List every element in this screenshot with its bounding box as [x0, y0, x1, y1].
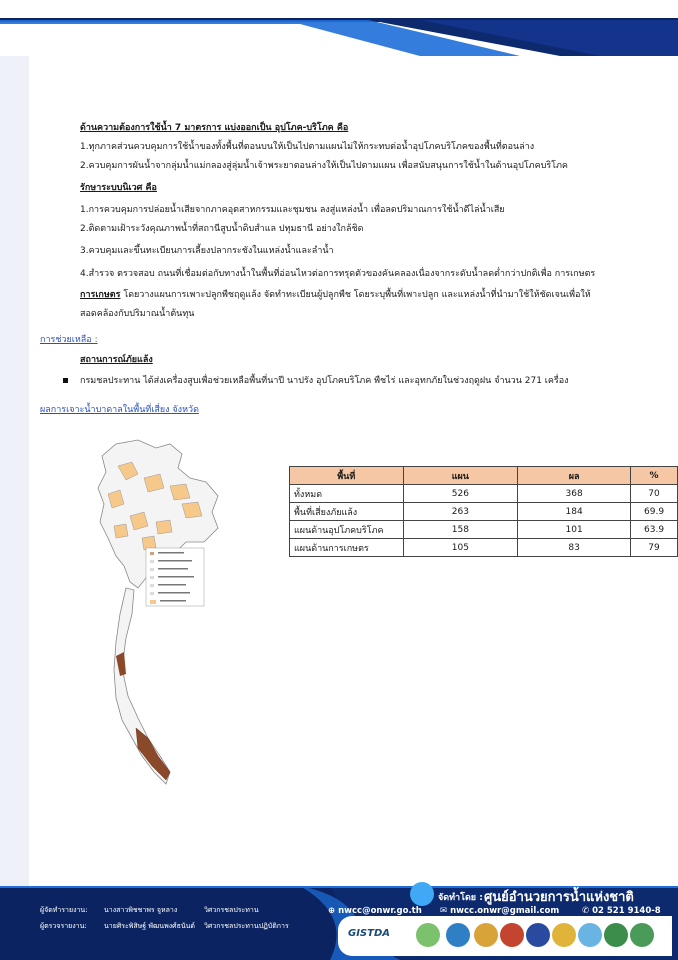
- footer-title-preparer: วิศวกรชลประทาน: [204, 906, 259, 914]
- email-contact-secondary: [440, 906, 559, 916]
- agri-paragraph: [80, 289, 591, 301]
- table-header-row: [290, 467, 678, 485]
- cell-area: พื้นที่เสี่ยงภัยแล้ง: [290, 503, 404, 521]
- section2-line: 1.การควบคุมการปล่อยน้ำเสียจากภาคอุตสาหกรรมและชุมชน ลงสู่แหล่งน้ำ เพื่อลดปริมาณการใช้น้ำดีไล่น้ำเสีย: [80, 205, 505, 215]
- section1-line: 2.ควบคุมการผันน้ำจากลุ่มน้ำแม่กลองสู่ลุ่มน้ำเจ้าพระยาตอนล่างให้เป็นไปตามแผน เพื่อสนับสนุนการใช้น้ำในด้านอุปโภคบริโภค: [80, 161, 568, 171]
- wave-logo-icon: [446, 923, 470, 947]
- section2-line: 3.ควบคุมและขึ้นทะเบียนการเลี้ยงปลากระชังในแหล่งน้ำและลำน้ำ: [80, 246, 334, 256]
- ring-logo-icon: [630, 923, 654, 947]
- table-row: [290, 539, 678, 557]
- footer-title-reviewer: วิศวกรชลประทานปฏิบัติการ: [204, 922, 289, 930]
- mail-icon: ✉: [440, 906, 448, 916]
- section2-line: 2.ติดตามเฝ้าระวังคุณภาพน้ำที่สถานีสูบน้ำดิบสำแล ปทุมธานี อย่างใกล้ชิด: [80, 224, 364, 234]
- cell-percent: 79: [631, 539, 678, 557]
- cell-area: แผนด้านอุปโภคบริโภค: [290, 521, 404, 539]
- phone-contact: [582, 906, 661, 916]
- assistance-bullet-text: กรมชลประทาน ได้ส่งเครื่องสูบเพื่อช่วยเหลือพื้นที่นาปี นาปรัง อุปโภคบริโภค พืชไร่ และอุทกภัยในช่วงฤดูฝน จำนวน 271 เครื่อง: [80, 376, 569, 386]
- table-header-plan: แผน: [403, 467, 518, 485]
- table-row: [290, 503, 678, 521]
- footer-role-preparer: ผู้จัดทำรายงาน:: [40, 906, 88, 914]
- center-name: ศูนย์อำนวยการน้ำแห่งชาติ: [484, 890, 634, 905]
- email-contact: [328, 906, 422, 916]
- footer-name-reviewer: นายศิระพิสิษฐ์ พัฒนพงศ์ธนันต์: [104, 922, 195, 930]
- partner-logos-strip: [338, 916, 672, 956]
- gistda-logo: GISTDA: [348, 928, 390, 939]
- header-banner: [0, 0, 678, 56]
- cell-result: 101: [518, 521, 631, 539]
- emblem-logo-icon: [474, 923, 498, 947]
- leaf-logo-icon: [416, 923, 440, 947]
- globe-icon: ⊕: [328, 906, 336, 916]
- seal-logo-icon: [500, 923, 524, 947]
- table-row: [290, 521, 678, 539]
- cell-plan: 105: [403, 539, 518, 557]
- thailand-map-image: [86, 438, 226, 820]
- prepared-by-label: จัดทำโดย :: [438, 893, 483, 903]
- header-wave-graphic: [0, 0, 678, 56]
- section2-line: 4.สำรวจ ตรวจสอบ ถนนที่เชื่อมต่อกับทางน้ำในพื้นที่อ่อนไหวต่อการทรุดตัวของคันคลองเนื่องจากระดับน้ำลดต่ำกว่าปกติเพื่อ การเกษตร: [80, 269, 596, 279]
- cell-result: 368: [518, 485, 631, 503]
- email-secondary[interactable]: nwcc.onwr@gmail.com: [450, 906, 560, 916]
- table-header-result: ผล: [518, 467, 631, 485]
- cell-plan: 263: [403, 503, 518, 521]
- footer-role-reviewer: ผู้ตรวจรายงาน:: [40, 922, 87, 930]
- crest-logo-icon: [552, 923, 576, 947]
- left-margin-strip: [0, 56, 29, 886]
- agri-text: โดยวางแผนการเพาะปลูกพืชฤดูแล้ง จัดทำทะเบียนผู้ปลูกพืช โดยระบุพื้นที่เพาะปลูก และแหล่งน้ำที่นำมาใช้ให้ชัดเจนเพื่อให้: [123, 290, 591, 300]
- bullet-marker: [63, 378, 68, 383]
- cell-plan: 526: [403, 485, 518, 503]
- section2-heading: รักษาระบบนิเวศ คือ: [80, 183, 157, 193]
- drilling-results-table: [289, 466, 678, 557]
- table-row: [290, 485, 678, 503]
- section1-line: 1.ทุกภาคส่วนควบคุมการใช้น้ำของทั้งพื้นที่ตอนบนให้เป็นไปตามแผนไม่ให้กระทบต่อน้ำอุปโภคบริโภคของพื้นที่ตอนล่าง: [80, 142, 535, 152]
- cell-area: แผนด้านการเกษตร: [290, 539, 404, 557]
- phone-icon: ✆: [582, 906, 590, 916]
- table-header-area: พื้นที่: [290, 467, 404, 485]
- cell-result: 83: [518, 539, 631, 557]
- cell-percent: 63.9: [631, 521, 678, 539]
- globe-logo-icon: [578, 923, 602, 947]
- cell-result: 184: [518, 503, 631, 521]
- agri-text-continued: สอดคล้องกับปริมาณน้ำต้นทุน: [80, 309, 195, 319]
- assistance-link[interactable]: การช่วยเหลือ :: [40, 335, 98, 345]
- table-header-percent: %: [631, 467, 678, 485]
- water-drop-logo-icon: [410, 882, 434, 906]
- cell-percent: 70: [631, 485, 678, 503]
- tree-logo-icon: [604, 923, 628, 947]
- cell-area: ทั้งหมด: [290, 485, 404, 503]
- email-primary[interactable]: nwcc@onwr.go.th: [338, 906, 422, 916]
- results-link[interactable]: ผลการเจาะน้ำบาดาลในพื้นที่เสี่ยง จังหวัด: [40, 405, 199, 415]
- phone-number[interactable]: 02 521 9140-8: [592, 906, 661, 916]
- cell-plan: 158: [403, 521, 518, 539]
- shield-logo-icon: [526, 923, 550, 947]
- footer-name-preparer: นางสาวพิชชาพร จูหลาง: [104, 906, 178, 914]
- assistance-subheading: สถานการณ์ภัยแล้ง: [80, 355, 153, 365]
- section1-heading: ด้านความต้องการใช้น้ำ 7 มาตรการ แบ่งออกเป็น อุปโภค-บริโภค คือ: [80, 123, 349, 133]
- cell-percent: 69.9: [631, 503, 678, 521]
- agri-label: การเกษตร: [80, 290, 121, 300]
